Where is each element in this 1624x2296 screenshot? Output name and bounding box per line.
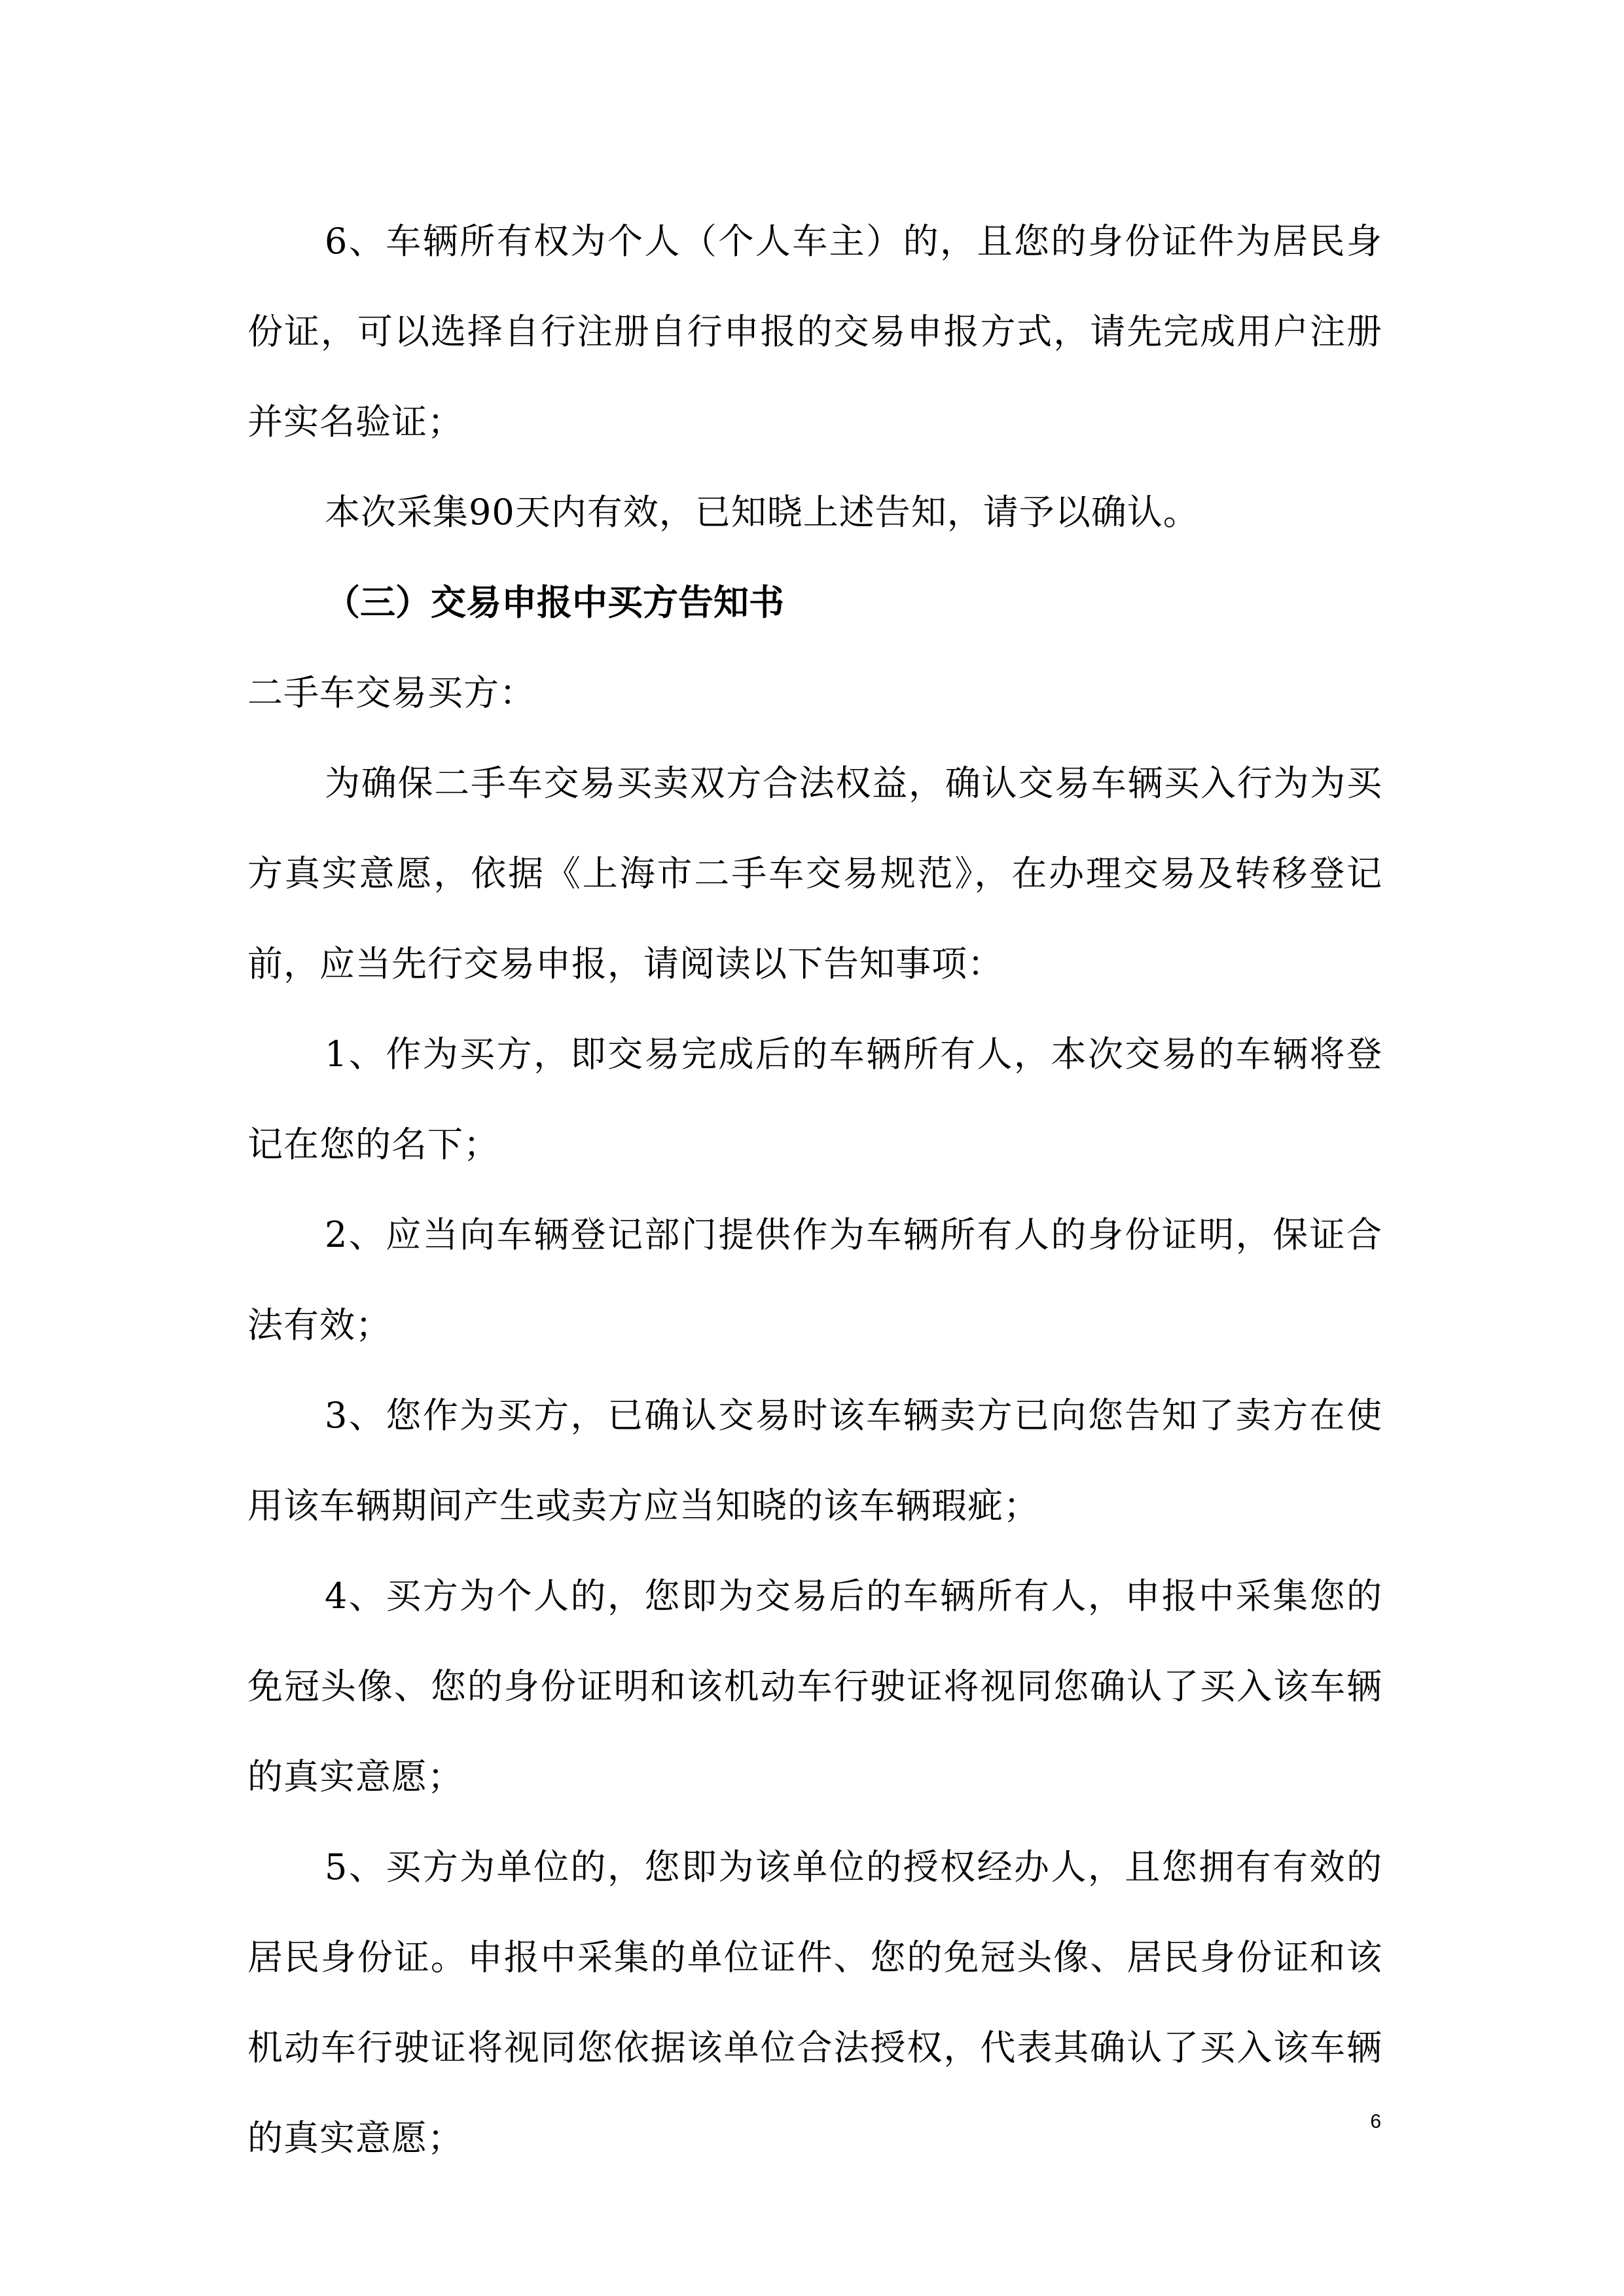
list-item-5: 5、买方为单位的，您即为该单位的授权经办人，且您拥有有效的居民身份证。申报中采集的单位证件、您的免冠头像、居民身份证和该机动车行驶证将视同您依据该单位合法授权，代表其确认了买入该车辆的真实意愿； xyxy=(247,1846,1382,2159)
list-item-2: 2、应当向车辆登记部门提供作为车辆所有人的身份证明，保证合法有效； xyxy=(247,1214,1382,1346)
list-item-1: 1、作为买方，即交易完成后的车辆所有人，本次交易的车辆将登记在您的名下； xyxy=(247,1033,1382,1165)
paragraph-item-6-seller: 6、车辆所有权为个人（个人车主）的，且您的身份证件为居民身份证，可以选择自行注册自行申报的交易申报方式，请先完成用户注册并实名验证； xyxy=(247,221,1382,442)
paragraph-intro: 为确保二手车交易买卖双方合法权益，确认交易车辆买入行为为买方真实意愿，依据《上海市二手车交易规范》，在办理交易及转移登记前，应当先行交易申报，请阅读以下告知事项： xyxy=(247,762,1382,984)
paragraph-validity-confirm: 本次采集90天内有效，已知晓上述告知，请予以确认。 xyxy=(325,492,1199,533)
list-item-4: 4、买方为个人的，您即为交易后的车辆所有人，申报中采集您的免冠头像、您的身份证明和该机动车行驶证将视同您确认了买入该车辆的真实意愿； xyxy=(247,1575,1382,1797)
list-item-3: 3、您作为买方，已确认交易时该车辆卖方已向您告知了卖方在使用该车辆期间产生或卖方应当知晓的该车辆瑕疵； xyxy=(247,1395,1382,1526)
section-heading: （三）交易申报中买方告知书 xyxy=(325,582,784,623)
page-number: 6 xyxy=(1370,2111,1381,2132)
salutation: 二手车交易买方： xyxy=(247,672,535,713)
